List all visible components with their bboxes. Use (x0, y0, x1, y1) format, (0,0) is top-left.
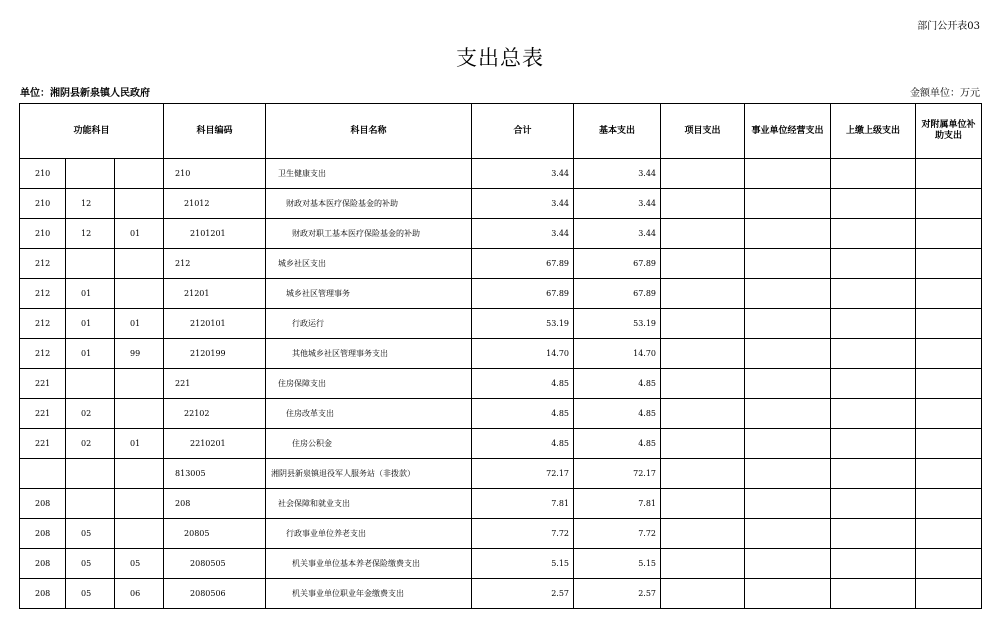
total-cell: 2.57 (472, 579, 574, 609)
project-expense-cell (661, 549, 745, 579)
func-class-cell: 212 (20, 279, 66, 309)
subject-code-cell: 22102 (164, 399, 266, 429)
subsidy-cell (916, 429, 982, 459)
total-cell: 4.85 (472, 399, 574, 429)
business-expense-cell (745, 549, 831, 579)
basic-expense-cell: 4.85 (574, 429, 661, 459)
project-expense-cell (661, 399, 745, 429)
basic-expense-cell: 4.85 (574, 399, 661, 429)
upper-remit-cell (831, 429, 916, 459)
subject-name-cell: 住房保障支出 (266, 369, 472, 399)
subsidy-cell (916, 369, 982, 399)
subject-code-cell: 2120199 (164, 339, 266, 369)
table-row (20, 309, 982, 339)
subsidy-cell (916, 159, 982, 189)
func-subitem-cell (115, 519, 164, 549)
subsidy-cell (916, 189, 982, 219)
project-expense-cell (661, 369, 745, 399)
basic-expense-cell: 3.44 (574, 219, 661, 249)
func-class-cell: 212 (20, 249, 66, 279)
table-row (20, 549, 982, 579)
subject-name-cell: 社会保障和就业支出 (266, 489, 472, 519)
subject-code-cell: 20805 (164, 519, 266, 549)
func-item-cell: 01 (66, 279, 115, 309)
total-cell: 3.44 (472, 159, 574, 189)
table-row (20, 399, 982, 429)
subject-name-cell: 行政运行 (266, 309, 472, 339)
project-expense-cell (661, 189, 745, 219)
project-expense-cell (661, 579, 745, 609)
subject-name-cell: 机关事业单位职业年金缴费支出 (266, 579, 472, 609)
table-row (20, 279, 982, 309)
subject-name-cell: 财政对职工基本医疗保险基金的补助 (266, 219, 472, 249)
header-code: 科目编码 (164, 104, 266, 159)
subsidy-cell (916, 459, 982, 489)
func-subitem-cell: 01 (115, 429, 164, 459)
total-cell: 3.44 (472, 189, 574, 219)
func-subitem-cell: 99 (115, 339, 164, 369)
subject-code-cell: 2120101 (164, 309, 266, 339)
total-cell: 4.85 (472, 369, 574, 399)
business-expense-cell (745, 369, 831, 399)
subject-name-cell: 行政事业单位养老支出 (266, 519, 472, 549)
upper-remit-cell (831, 459, 916, 489)
basic-expense-cell: 3.44 (574, 189, 661, 219)
func-item-cell (66, 159, 115, 189)
basic-expense-cell: 4.85 (574, 369, 661, 399)
table-row (20, 189, 982, 219)
business-expense-cell (745, 189, 831, 219)
basic-expense-cell: 67.89 (574, 279, 661, 309)
project-expense-cell (661, 489, 745, 519)
func-class-cell: 221 (20, 399, 66, 429)
total-cell: 5.15 (472, 549, 574, 579)
expenditure-table (19, 103, 982, 609)
table-row (20, 429, 982, 459)
subsidy-cell (916, 579, 982, 609)
project-expense-cell (661, 429, 745, 459)
upper-remit-cell (831, 189, 916, 219)
func-subitem-cell (115, 369, 164, 399)
subsidy-cell (916, 549, 982, 579)
basic-expense-cell: 3.44 (574, 159, 661, 189)
subject-name-cell: 湘阴县新泉镇退役军人服务站（非拨款） (266, 459, 472, 489)
subject-code-cell: 21012 (164, 189, 266, 219)
total-cell: 67.89 (472, 249, 574, 279)
subject-code-cell: 2101201 (164, 219, 266, 249)
upper-remit-cell (831, 339, 916, 369)
upper-remit-cell (831, 309, 916, 339)
func-class-cell: 208 (20, 519, 66, 549)
business-expense-cell (745, 399, 831, 429)
project-expense-cell (661, 159, 745, 189)
project-expense-cell (661, 339, 745, 369)
func-subitem-cell (115, 189, 164, 219)
func-class-cell: 212 (20, 339, 66, 369)
table-row (20, 519, 982, 549)
business-expense-cell (745, 459, 831, 489)
func-item-cell (66, 459, 115, 489)
func-subitem-cell: 06 (115, 579, 164, 609)
upper-remit-cell (831, 399, 916, 429)
func-item-cell: 05 (66, 579, 115, 609)
func-subitem-cell (115, 249, 164, 279)
subject-code-cell: 2080506 (164, 579, 266, 609)
func-class-cell: 212 (20, 309, 66, 339)
subject-name-cell: 其他城乡社区管理事务支出 (266, 339, 472, 369)
subject-code-cell: 813005 (164, 459, 266, 489)
basic-expense-cell: 7.81 (574, 489, 661, 519)
table-row (20, 579, 982, 609)
subsidy-cell (916, 399, 982, 429)
subject-code-cell: 2210201 (164, 429, 266, 459)
header-upper: 上缴上级支出 (831, 104, 916, 159)
header-business: 事业单位经营支出 (745, 104, 831, 159)
upper-remit-cell (831, 279, 916, 309)
basic-expense-cell: 14.70 (574, 339, 661, 369)
total-cell: 72.17 (472, 459, 574, 489)
func-subitem-cell (115, 159, 164, 189)
header-func: 功能科目 (20, 104, 164, 159)
header-name: 科目名称 (266, 104, 472, 159)
total-cell: 7.72 (472, 519, 574, 549)
business-expense-cell (745, 249, 831, 279)
func-item-cell (66, 249, 115, 279)
func-subitem-cell: 01 (115, 309, 164, 339)
business-expense-cell (745, 489, 831, 519)
subject-name-cell: 住房公积金 (266, 429, 472, 459)
func-subitem-cell (115, 489, 164, 519)
upper-remit-cell (831, 219, 916, 249)
subsidy-cell (916, 279, 982, 309)
project-expense-cell (661, 219, 745, 249)
table-row (20, 159, 982, 189)
project-expense-cell (661, 279, 745, 309)
page-title: 支出总表 (456, 46, 544, 70)
business-expense-cell (745, 579, 831, 609)
subsidy-cell (916, 309, 982, 339)
func-class-cell: 210 (20, 219, 66, 249)
table-row (20, 489, 982, 519)
func-item-cell: 05 (66, 519, 115, 549)
table-row (20, 219, 982, 249)
subsidy-cell (916, 489, 982, 519)
subject-code-cell: 212 (164, 249, 266, 279)
upper-remit-cell (831, 369, 916, 399)
business-expense-cell (745, 219, 831, 249)
total-cell: 7.81 (472, 489, 574, 519)
upper-remit-cell (831, 519, 916, 549)
business-expense-cell (745, 159, 831, 189)
basic-expense-cell: 72.17 (574, 459, 661, 489)
func-class-cell: 208 (20, 579, 66, 609)
project-expense-cell (661, 249, 745, 279)
business-expense-cell (745, 279, 831, 309)
table-row (20, 459, 982, 489)
upper-remit-cell (831, 489, 916, 519)
upper-remit-cell (831, 579, 916, 609)
func-subitem-cell (115, 459, 164, 489)
unit-organization: 单位：湘阴县新泉镇人民政府 (20, 88, 150, 99)
business-expense-cell (745, 429, 831, 459)
table-header-row (20, 104, 982, 159)
func-item-cell: 01 (66, 339, 115, 369)
func-item-cell (66, 489, 115, 519)
func-class-cell: 210 (20, 189, 66, 219)
func-item-cell: 02 (66, 429, 115, 459)
func-item-cell (66, 369, 115, 399)
func-item-cell: 01 (66, 309, 115, 339)
func-class-cell: 221 (20, 429, 66, 459)
business-expense-cell (745, 309, 831, 339)
total-cell: 3.44 (472, 219, 574, 249)
project-expense-cell (661, 309, 745, 339)
basic-expense-cell: 7.72 (574, 519, 661, 549)
subsidy-cell (916, 219, 982, 249)
subject-name-cell: 城乡社区管理事务 (266, 279, 472, 309)
func-item-cell: 05 (66, 549, 115, 579)
subsidy-cell (916, 519, 982, 549)
subsidy-cell (916, 249, 982, 279)
func-subitem-cell: 01 (115, 219, 164, 249)
subject-code-cell: 210 (164, 159, 266, 189)
upper-remit-cell (831, 159, 916, 189)
func-class-cell: 221 (20, 369, 66, 399)
business-expense-cell (745, 339, 831, 369)
table-row (20, 249, 982, 279)
upper-remit-cell (831, 549, 916, 579)
header-basic: 基本支出 (574, 104, 661, 159)
subject-code-cell: 208 (164, 489, 266, 519)
subject-name-cell: 城乡社区支出 (266, 249, 472, 279)
subject-code-cell: 221 (164, 369, 266, 399)
project-expense-cell (661, 519, 745, 549)
form-number: 部门公开表03 (917, 21, 980, 32)
subject-name-cell: 卫生健康支出 (266, 159, 472, 189)
subsidy-cell (916, 339, 982, 369)
subject-code-cell: 21201 (164, 279, 266, 309)
subject-name-cell: 住房改革支出 (266, 399, 472, 429)
subject-name-cell: 机关事业单位基本养老保险缴费支出 (266, 549, 472, 579)
func-subitem-cell (115, 399, 164, 429)
func-item-cell: 12 (66, 219, 115, 249)
func-class-cell: 210 (20, 159, 66, 189)
header-project: 项目支出 (661, 104, 745, 159)
table-row (20, 339, 982, 369)
basic-expense-cell: 67.89 (574, 249, 661, 279)
business-expense-cell (745, 519, 831, 549)
upper-remit-cell (831, 249, 916, 279)
basic-expense-cell: 53.19 (574, 309, 661, 339)
basic-expense-cell: 2.57 (574, 579, 661, 609)
func-class-cell: 208 (20, 489, 66, 519)
func-class-cell: 208 (20, 549, 66, 579)
header-subsidy: 对附属单位补助支出 (916, 104, 982, 159)
total-cell: 67.89 (472, 279, 574, 309)
table-row (20, 369, 982, 399)
func-class-cell (20, 459, 66, 489)
func-item-cell: 12 (66, 189, 115, 219)
project-expense-cell (661, 459, 745, 489)
total-cell: 53.19 (472, 309, 574, 339)
func-subitem-cell: 05 (115, 549, 164, 579)
basic-expense-cell: 5.15 (574, 549, 661, 579)
func-subitem-cell (115, 279, 164, 309)
header-total: 合计 (472, 104, 574, 159)
subject-code-cell: 2080505 (164, 549, 266, 579)
func-item-cell: 02 (66, 399, 115, 429)
total-cell: 4.85 (472, 429, 574, 459)
subject-name-cell: 财政对基本医疗保险基金的补助 (266, 189, 472, 219)
money-unit: 金额单位：万元 (910, 88, 980, 99)
total-cell: 14.70 (472, 339, 574, 369)
